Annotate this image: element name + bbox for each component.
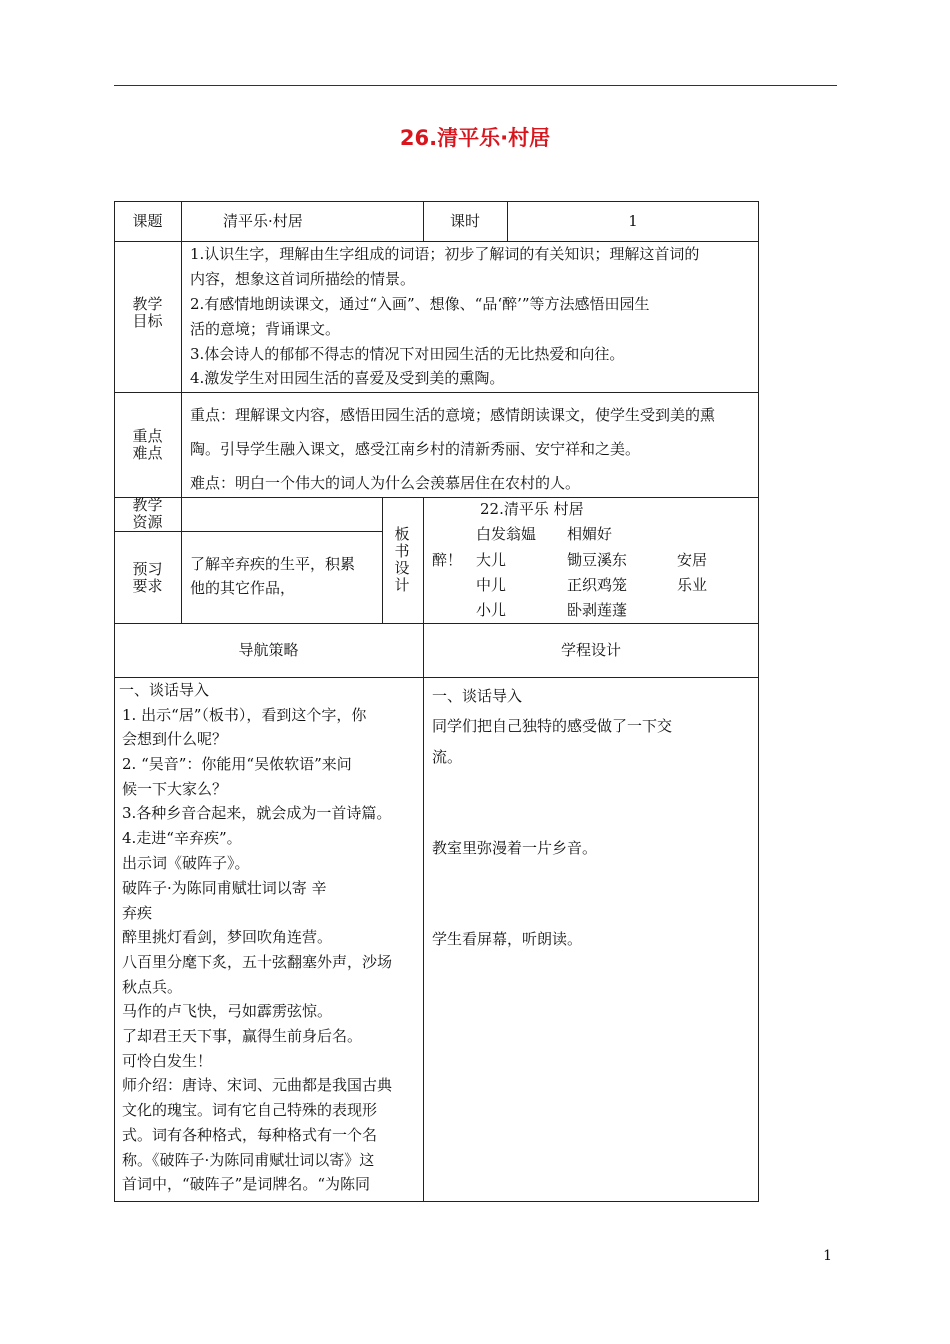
label-goals-2: 目标 bbox=[132, 312, 163, 330]
learning-heading: 一、谈话导入 bbox=[432, 687, 523, 705]
board-item: 乐业 bbox=[677, 576, 708, 594]
board-item: 白发翁媪 bbox=[476, 525, 537, 543]
goal-line: 1.认识生字，理解由生字组成的词语；初步了解词的有关知识；理解这首词的 bbox=[190, 245, 700, 263]
nav-line: 一、谈话导入 bbox=[119, 681, 210, 699]
board-item: 锄豆溪东 bbox=[567, 551, 628, 569]
keypoint-line: 难点：明白一个伟大的词人为什么会羡慕居住在农村的人。 bbox=[190, 474, 581, 492]
header-rule bbox=[114, 85, 837, 86]
board-item: 安居 bbox=[677, 551, 708, 569]
col-divider bbox=[423, 497, 424, 623]
nav-line: 4.走进“辛弃疾”。 bbox=[122, 829, 242, 847]
board-title: 22.清平乐 村居 bbox=[480, 500, 584, 518]
topic-value: 清平乐·村居 bbox=[223, 212, 303, 230]
learning-line: 教室里弥漫着一片乡音。 bbox=[432, 839, 598, 857]
nav-line: 了却君王天下事，赢得生前身后名。 bbox=[122, 1027, 363, 1045]
nav-line: 首词中，“破阵子”是词牌名。“为陈同 bbox=[122, 1175, 371, 1193]
goal-line: 4.激发学生对田园生活的喜爱及受到美的熏陶。 bbox=[190, 369, 505, 387]
board-item: 相媚好 bbox=[567, 525, 613, 543]
label-keypoints-2: 难点 bbox=[132, 444, 163, 462]
nav-line: 醉里挑灯看剑，梦回吹角连营。 bbox=[122, 928, 333, 946]
nav-line: 可怜白发生！ bbox=[122, 1052, 213, 1070]
label-resources-2: 资源 bbox=[132, 513, 163, 531]
nav-line: 会想到什么呢？ bbox=[122, 730, 228, 748]
nav-line: 师介绍：唐诗、宋词、元曲都是我国古典 bbox=[122, 1076, 393, 1094]
nav-line: 2. “吴音”：你能用“吴侬软语”来问 bbox=[122, 755, 352, 773]
nav-line: 式。词有各种格式，每种格式有一个名 bbox=[122, 1126, 378, 1144]
keypoint-line: 重点：理解课文内容，感悟田园生活的意境；感情朗读课文，使学生受到美的熏 bbox=[190, 406, 716, 424]
label-resources-1: 教学 bbox=[132, 496, 163, 514]
nav-line: 出示词《破阵子》。 bbox=[122, 854, 250, 872]
keypoint-line: 陶。引导学生融入课文，感受江南乡村的清新秀丽、安宁祥和之美。 bbox=[190, 440, 641, 458]
label-preview-1: 预习 bbox=[132, 560, 163, 578]
board-item: 醉！ bbox=[432, 551, 463, 569]
label-goals-1: 教学 bbox=[132, 295, 163, 313]
header-navigation: 导航策略 bbox=[238, 641, 299, 659]
label-preview-2: 要求 bbox=[132, 577, 163, 595]
row-divider bbox=[114, 497, 759, 498]
header-learning: 学程设计 bbox=[560, 641, 621, 659]
label-board: 板书设计 bbox=[394, 525, 410, 594]
board-item: 小儿 bbox=[476, 601, 507, 619]
col-divider bbox=[423, 623, 424, 1202]
row-divider bbox=[114, 392, 759, 393]
nav-line: 马作的卢飞快，弓如霹雳弦惊。 bbox=[122, 1002, 333, 1020]
nav-line: 候一下大家么？ bbox=[122, 780, 228, 798]
preview-line: 了解辛弃疾的生平，积累 bbox=[190, 555, 356, 573]
learning-line: 流。 bbox=[432, 748, 463, 766]
page-number: 1 bbox=[823, 1248, 832, 1264]
col-divider bbox=[181, 201, 182, 623]
board-item: 卧剥莲蓬 bbox=[567, 601, 628, 619]
hours-value: 1 bbox=[628, 212, 638, 230]
row-divider bbox=[114, 677, 759, 678]
goal-line: 内容，想象这首词所描绘的情景。 bbox=[190, 270, 416, 288]
learning-line: 学生看屏幕，听朗读。 bbox=[432, 930, 583, 948]
page-title: 26.清平乐·村居 bbox=[399, 126, 551, 150]
nav-line: 3.各种乡音合起来，就会成为一首诗篇。 bbox=[122, 804, 392, 822]
board-item: 正织鸡笼 bbox=[567, 576, 628, 594]
label-topic: 课题 bbox=[132, 212, 163, 230]
nav-line: 弃疾 bbox=[122, 904, 153, 922]
nav-line: 1. 出示“居”（板书），看到这个字，你 bbox=[122, 706, 367, 724]
board-item: 中儿 bbox=[476, 576, 507, 594]
nav-line: 文化的瑰宝。词有它自己特殊的表现形 bbox=[122, 1101, 378, 1119]
goal-line: 3.体会诗人的郁郁不得志的情况下对田园生活的无比热爱和向往。 bbox=[190, 345, 625, 363]
row-divider bbox=[114, 531, 382, 532]
label-keypoints-1: 重点 bbox=[132, 427, 163, 445]
col-divider bbox=[382, 497, 383, 623]
preview-line: 他的其它作品， bbox=[190, 579, 296, 597]
nav-line: 称。《破阵子·为陈同甫赋壮词以寄》这 bbox=[122, 1151, 375, 1169]
board-item: 大儿 bbox=[476, 551, 507, 569]
nav-line: 八百里分麾下炙，五十弦翻塞外声，沙场 bbox=[122, 953, 393, 971]
nav-line: 破阵子·为陈同甫赋壮词以寄 辛 bbox=[122, 879, 327, 897]
goal-line: 2.有感情地朗读课文，通过“入画”、想像、“品‘醉’”等方法感悟田园生 bbox=[190, 295, 650, 313]
label-hours: 课时 bbox=[449, 212, 480, 230]
nav-line: 秋点兵。 bbox=[122, 978, 183, 996]
row-divider bbox=[114, 623, 759, 624]
goal-line: 活的意境；背诵课文。 bbox=[190, 320, 341, 338]
learning-line: 同学们把自己独特的感受做了一下交 bbox=[432, 717, 673, 735]
